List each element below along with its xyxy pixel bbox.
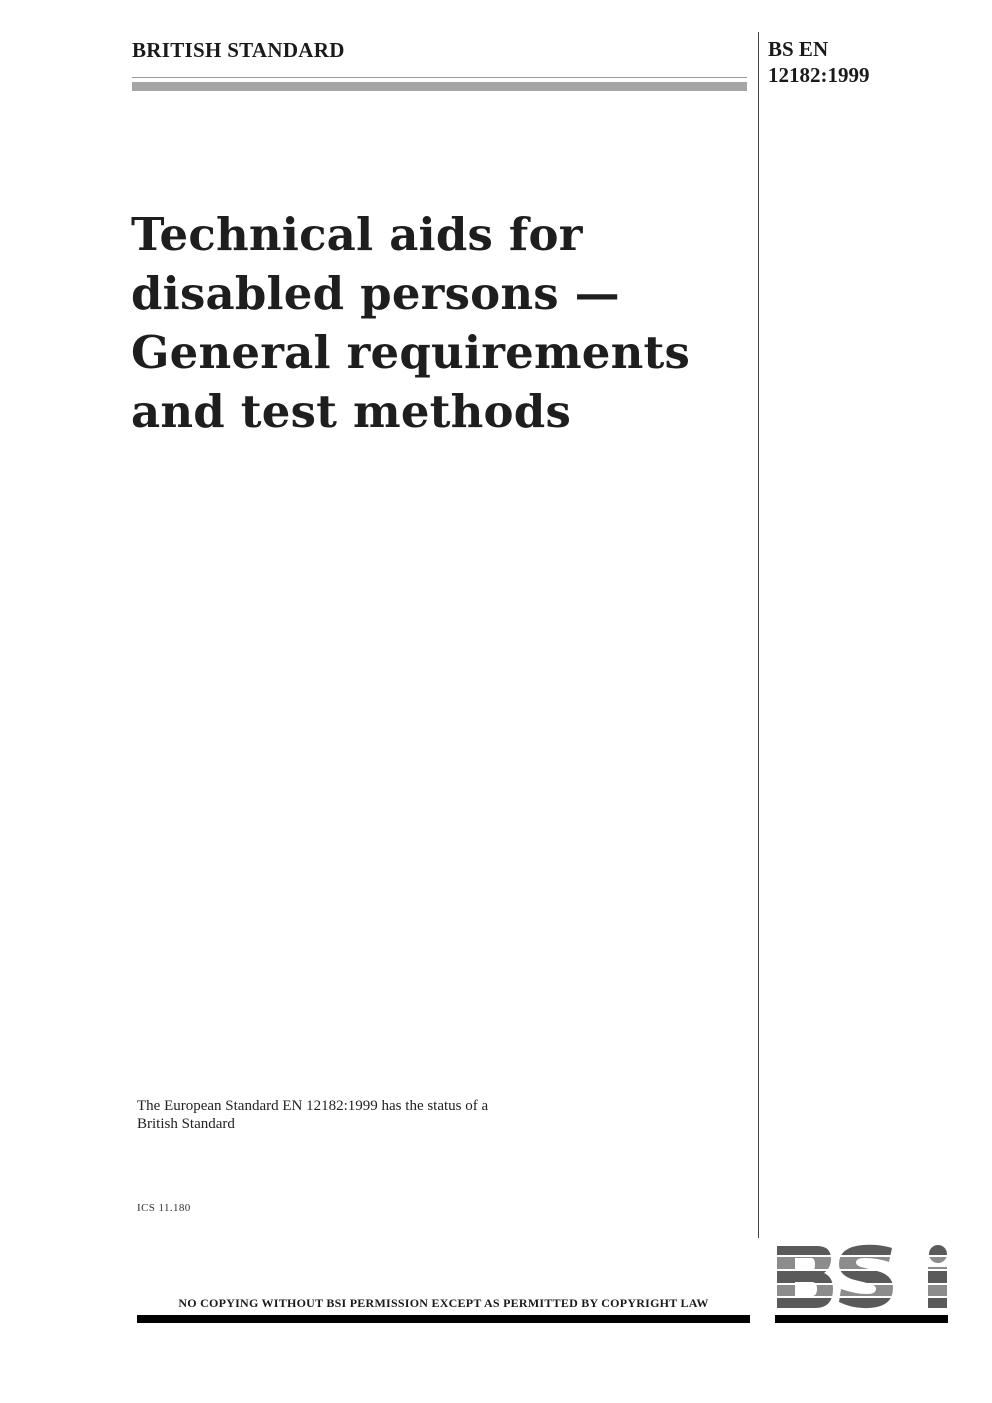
- designation-line-1: BS EN: [768, 37, 829, 61]
- standard-designation: [768, 36, 870, 88]
- title-line-4: and test methods: [131, 385, 571, 438]
- header-rule-thick: [132, 82, 747, 91]
- footer-rule-left: [137, 1315, 750, 1323]
- copyright-notice: NO COPYING WITHOUT BSI PERMISSION EXCEPT AS PERMITTED BY COPYRIGHT LAW: [178, 1296, 709, 1310]
- header-label: BRITISH STANDARD: [132, 38, 345, 62]
- designation-line-2: 12182:1999: [768, 63, 870, 87]
- title-line-1: Technical aids for: [131, 208, 583, 261]
- status-note: [137, 1097, 488, 1133]
- document-title: [131, 205, 741, 441]
- status-note-line-2: British Standard: [137, 1116, 235, 1132]
- ics-code: ICS 11.180: [137, 1202, 191, 1214]
- header-rule-thin: [132, 77, 747, 78]
- status-note-line-1: The European Standard EN 12182:1999 has the status of a: [137, 1098, 489, 1114]
- title-line-3: General requirements: [131, 326, 691, 379]
- bsi-logo-icon: [775, 1244, 949, 1310]
- title-line-2: disabled persons —: [131, 267, 620, 320]
- vertical-divider: [758, 32, 759, 1238]
- footer-rule-right: [775, 1315, 948, 1323]
